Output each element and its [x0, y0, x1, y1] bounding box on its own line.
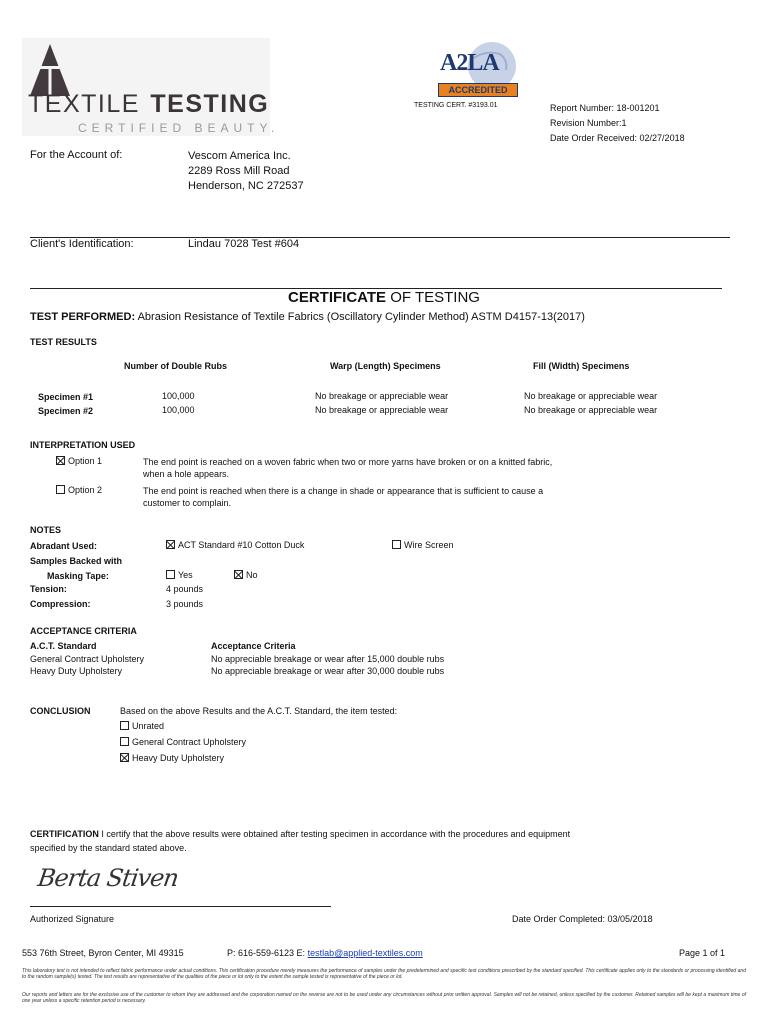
checkbox-yes[interactable] [166, 570, 175, 579]
certificate-title-bold: CERTIFICATE [288, 289, 387, 306]
option-1-label: Option 1 [68, 456, 103, 466]
date-order-completed: Date Order Completed: 03/05/2018 [512, 914, 653, 924]
backed-label: Samples Backed with [30, 556, 123, 566]
conclusion-label: CONCLUSION [30, 706, 91, 716]
footer-email-link[interactable]: testlab@applied-textiles.com [307, 948, 423, 958]
general-contract-label: General Contract Upholstery [132, 737, 247, 747]
checkbox-unrated[interactable] [120, 721, 129, 730]
masking-no [234, 570, 258, 580]
list-item [0, 654, 768, 666]
option-2 [56, 485, 102, 495]
col-header-rubs: Number of Double Rubs [124, 361, 227, 371]
notes-heading: NOTES [30, 525, 62, 535]
accredited-label: ACCREDITED [438, 83, 518, 97]
checkbox-no[interactable] [234, 570, 243, 579]
unrated-label: Unrated [132, 721, 165, 731]
masking-tape-label: Masking Tape: [47, 571, 109, 581]
col-header-warp: Warp (Length) Specimens [330, 361, 441, 371]
brand-name-bold: TESTING [150, 90, 270, 118]
checkbox-cotton-duck[interactable] [166, 540, 175, 549]
certification-text: I certify that the above results were obtained after testing specimen in accordance with the procedures and equipment [98, 829, 571, 839]
footer-phone: P: 616-559-6123 E: [227, 948, 308, 958]
signature-line [30, 906, 331, 907]
col-header-fill: Fill (Width) Specimens [533, 361, 630, 371]
brand-name-light: TEXTILE [28, 90, 140, 118]
fill-value: No breakage or appreciable wear [524, 405, 658, 415]
abradant-option-wire [392, 540, 454, 550]
option-2-text-cont: customer to complain. [143, 498, 232, 508]
option-1-text-cont: when a hole appears. [143, 469, 230, 479]
test-results-heading: TEST RESULTS [30, 337, 97, 347]
test-performed [30, 311, 585, 323]
checkbox-option-2[interactable] [56, 485, 65, 494]
rubs-value: 100,000 [162, 391, 195, 401]
client-id-label: Client's Identification: [30, 238, 134, 250]
interpretation-heading: INTERPRETATION USED [30, 440, 136, 450]
masking-yes [166, 570, 193, 580]
conclusion-option-general [120, 737, 246, 747]
revision-number: Revision Number:1 [550, 118, 627, 128]
account-company: Vescom America Inc. [188, 150, 291, 162]
specimen-label: Specimen #2 [38, 406, 94, 416]
fill-value: No breakage or appreciable wear [524, 391, 658, 401]
certificate-title [0, 289, 768, 306]
acceptance-criteria: No appreciable breakage or wear after 15,000 double rubs [211, 654, 445, 664]
acceptance-col-criteria: Acceptance Criteria [211, 641, 296, 651]
account-street: 2289 Ross Mill Road [188, 165, 290, 177]
account-city: Henderson, NC 272537 [188, 180, 304, 192]
list-item [0, 666, 768, 678]
checkbox-general-contract[interactable] [120, 737, 129, 746]
acceptance-standard: Heavy Duty Upholstery [30, 666, 123, 676]
warp-value: No breakage or appreciable wear [315, 405, 449, 415]
triangle-logo-icon [30, 44, 70, 96]
date-order-received: Date Order Received: 02/27/2018 [550, 133, 685, 143]
client-id-value: Lindau 7028 Test #604 [188, 238, 300, 250]
accreditation-badge [436, 40, 520, 98]
compression-label: Compression: [30, 599, 91, 609]
acceptance-standard: General Contract Upholstery [30, 654, 145, 664]
report-number: Report Number: 18-001201 [550, 103, 660, 113]
abradant-label: Abradant Used: [30, 541, 98, 551]
wire-screen-label: Wire Screen [404, 540, 454, 550]
compression-value: 3 pounds [166, 599, 204, 609]
signature-label: Authorized Signature [30, 914, 115, 924]
conclusion-option-unrated [120, 721, 164, 731]
brand-tagline: CERTIFIED BEAUTY. [78, 121, 280, 135]
footer-address: 553 76th Street, Byron Center, MI 49315 [22, 948, 184, 958]
checkbox-option-1[interactable] [56, 456, 65, 465]
accreditation-mark: A2LA [440, 50, 499, 76]
acceptance-col-standard: A.C.T. Standard [30, 641, 97, 651]
option-1-text: The end point is reached on a woven fabric when two or more yarns have broken or on a knitted fabric, [143, 457, 553, 467]
test-performed-value: Abrasion Resistance of Textile Fabrics (Oscillatory Cylinder Method) ASTM D4157-13(2017) [135, 311, 585, 323]
table-row [0, 405, 768, 419]
tension-value: 4 pounds [166, 584, 204, 594]
divider [30, 237, 730, 238]
signature: Berta Stiven [36, 864, 180, 892]
heavy-duty-label: Heavy Duty Upholstery [132, 753, 225, 763]
abradant-option-cotton [166, 540, 304, 550]
conclusion-intro: Based on the above Results and the A.C.T. Standard, the item tested: [120, 706, 398, 716]
certification-text-cont: specified by the standard stated above. [30, 843, 187, 853]
option-2-label: Option 2 [68, 485, 103, 495]
checkbox-wire-screen[interactable] [392, 540, 401, 549]
acceptance-criteria: No appreciable breakage or wear after 30,000 double rubs [211, 666, 445, 676]
disclaimer: This laboratory test is not intended to reflect fabric performance under actual conditions. This certification procedure merely measures the performance of samples under the predetermined and specific test conditions prescribed by the standard specified. This certificate applies only to the standards or processing identified and to the random sample(s) tested. The test results are representative of the qualities of the piece or lot only to the extent the sample tested is representative of the piece or lot. [22, 968, 746, 980]
cert-number: TESTING CERT. #3193.01 [414, 102, 498, 109]
footer-contact [227, 948, 423, 958]
table-row [0, 391, 768, 405]
disclaimer: Our reports and letters are for the exclusive use of the customer to whom they are addressed and the corporation named on the reverse are not to be used under any circumstances without prior written approval. Samples will not be retained, unless specified by the customer. Retained samples will be kept a maximum time of one year unless a specific retention period is necessary. [22, 992, 746, 1004]
no-label: No [246, 570, 258, 580]
page-number: Page 1 of 1 [679, 948, 726, 958]
tension-label: Tension: [30, 584, 67, 594]
yes-label: Yes [178, 570, 193, 580]
acceptance-heading: ACCEPTANCE CRITERIA [30, 626, 137, 636]
option-1 [56, 456, 102, 466]
cotton-duck-label: ACT Standard #10 Cotton Duck [178, 540, 305, 550]
test-performed-label: TEST PERFORMED: [30, 311, 136, 323]
certificate-title-rest: OF TESTING [386, 289, 480, 306]
conclusion-option-heavy [120, 753, 224, 763]
rubs-value: 100,000 [162, 405, 195, 415]
option-2-text: The end point is reached when there is a change in shade or appearance that is sufficient to cause a [143, 486, 544, 496]
company-logo [22, 38, 280, 136]
warp-value: No breakage or appreciable wear [315, 391, 449, 401]
certification-label: CERTIFICATION [30, 829, 99, 839]
specimen-label: Specimen #1 [38, 392, 94, 402]
account-label: For the Account of: [30, 149, 123, 161]
checkbox-heavy-duty[interactable] [120, 753, 129, 762]
